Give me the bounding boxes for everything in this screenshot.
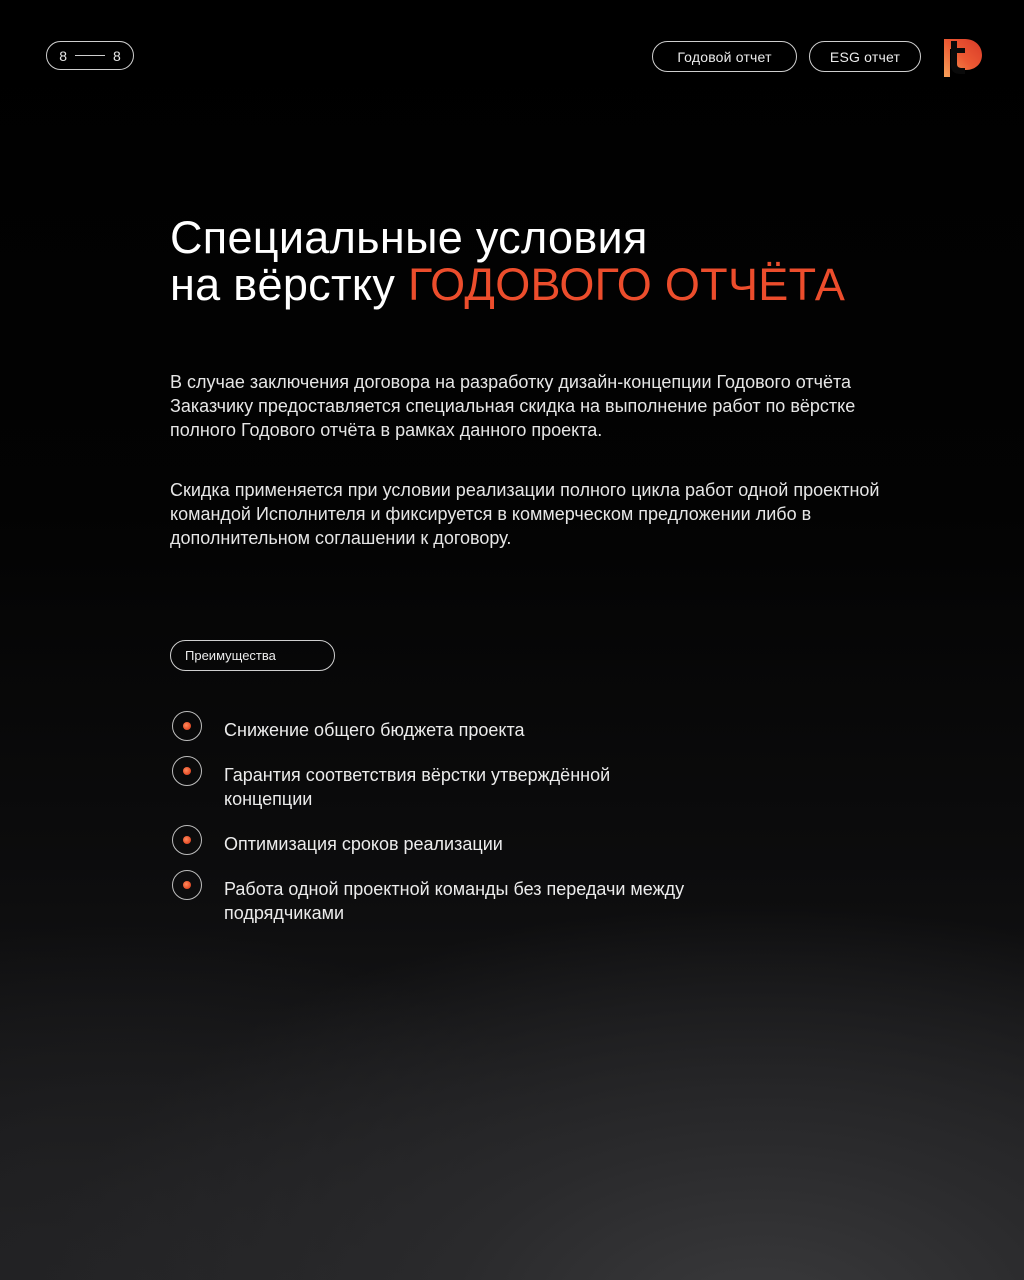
list-item xyxy=(172,825,732,856)
description-paragraph-1: В случае заключения договора на разработку дизайн-концепции Годового отчёта Заказчику предоставляется специальная скидка на выполнение работ по вёрстке полного Годового отчёта в рамках данного проекта. xyxy=(170,372,856,440)
advantage-text: Оптимизация сроков реализации xyxy=(224,834,503,854)
title-line-2-plain: на вёрстку xyxy=(170,259,396,310)
page-indicator xyxy=(46,41,134,70)
list-item xyxy=(172,870,732,925)
description-paragraph-2: Скидка применяется при условии реализации полного цикла работ одной проектной командой Исполнителя и фиксируется в коммерческом предложении либо в дополнительном соглашении к договору. xyxy=(170,480,880,548)
page-title xyxy=(170,214,845,308)
orange-dot-icon xyxy=(183,722,191,730)
advantage-text: Снижение общего бюджета проекта xyxy=(224,720,525,740)
page-separator xyxy=(75,55,105,56)
nav-esg-report-label: ESG отчет xyxy=(829,48,901,65)
advantages-tag-label: Преимущества xyxy=(185,648,276,663)
total-pages: 8 xyxy=(113,47,121,64)
bullet-circle-icon xyxy=(172,756,202,786)
brand-t-logo-icon[interactable] xyxy=(941,37,983,77)
bullet-circle-icon xyxy=(172,825,202,855)
nav-annual-report-button[interactable] xyxy=(652,41,797,72)
advantages-tag xyxy=(170,640,335,671)
list-item xyxy=(172,756,732,811)
orange-dot-icon xyxy=(183,881,191,889)
advantage-text: Гарантия соответствия вёрстки утверждённой концепции xyxy=(224,765,611,809)
list-item xyxy=(172,711,732,742)
orange-dot-icon xyxy=(183,836,191,844)
orange-dot-icon xyxy=(183,767,191,775)
bullet-circle-icon xyxy=(172,711,202,741)
nav-esg-report-button[interactable] xyxy=(809,41,921,72)
nav-annual-report-label: Годовой отчет xyxy=(677,48,772,65)
title-line-2-accent: ГОДОВОГО ОТЧЁТА xyxy=(407,259,846,310)
current-page: 8 xyxy=(59,47,67,64)
advantages-list xyxy=(172,711,732,939)
bullet-circle-icon xyxy=(172,870,202,900)
title-line-1: Специальные условия xyxy=(170,212,648,263)
advantage-text: Работа одной проектной команды без передачи между подрядчиками xyxy=(224,879,685,923)
